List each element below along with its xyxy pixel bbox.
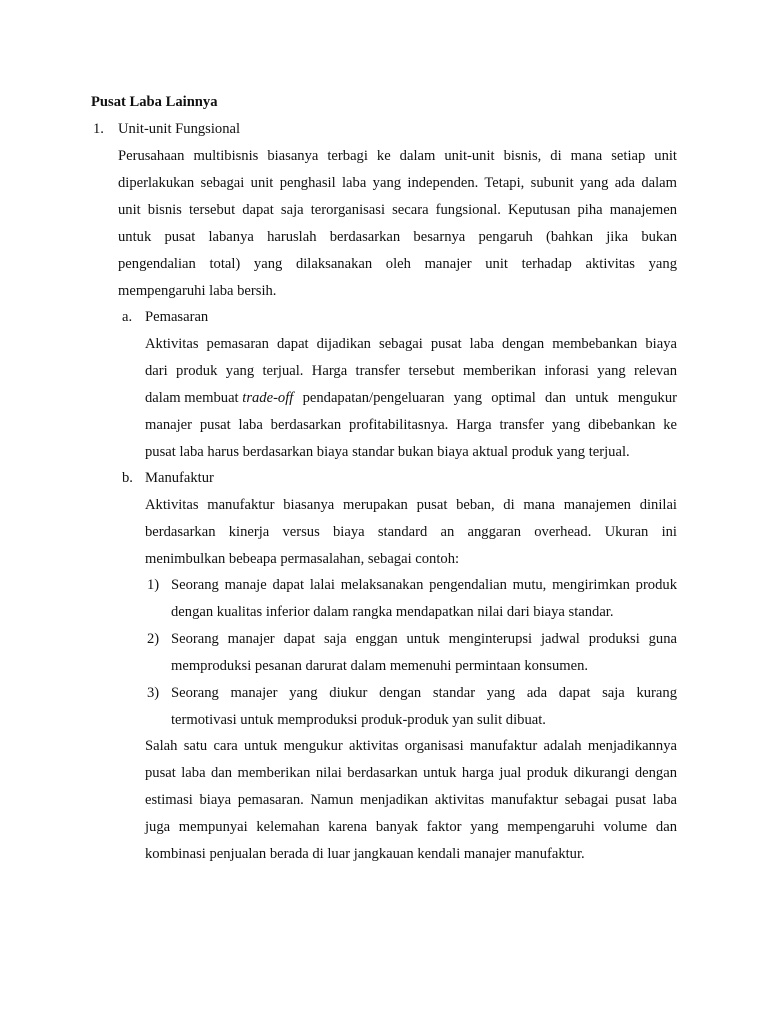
paragraph-line: Salah satu cara untuk mengukur aktivitas organisasi manufaktur adalah menjadikannya bbox=[145, 738, 677, 754]
example-marker-1: 1) bbox=[147, 577, 160, 593]
text-run: pendapatan/pengeluaran yang optimal dan untuk mengukur bbox=[293, 390, 677, 406]
paragraph-line: juga mempunyai kelemahan karena banyak faktor yang mempengaruhi volume dan bbox=[145, 819, 677, 835]
paragraph-line: Perusahaan multibisnis biasanya terbagi ke dalam unit-unit bisnis, di mana setiap unit bbox=[118, 148, 677, 164]
section-number: 1. bbox=[93, 121, 104, 137]
italic-term: trade-off bbox=[242, 390, 294, 406]
example-marker-2: 2) bbox=[147, 631, 160, 647]
paragraph-line: pusat laba harus berdasarkan biaya standar bukan biaya aktual produk yang terjual. bbox=[145, 444, 630, 460]
paragraph-line: termotivasi untuk memproduksi produk-produk yan sulit dibuat. bbox=[171, 712, 546, 728]
paragraph-line: Seorang manaje dapat lalai melaksanakan pengendalian mutu, mengirimkan produk bbox=[171, 577, 677, 593]
section-heading: Unit-unit Fungsional bbox=[118, 121, 241, 137]
subsection-marker-b: b. bbox=[122, 470, 133, 486]
subsection-marker-a: a. bbox=[122, 309, 133, 325]
paragraph-line: Seorang manajer yang diukur dengan standar yang ada dapat saja kurang bbox=[171, 685, 677, 701]
paragraph-line: dengan kualitas inferior dalam rangka mendapatkan nilai dari biaya standar. bbox=[171, 604, 614, 620]
paragraph-line: pengendalian total) yang dilaksanakan oleh manajer unit terhadap aktivitas yang bbox=[118, 256, 677, 272]
paragraph-line bbox=[145, 389, 677, 407]
paragraph-line: Seorang manajer dapat saja enggan untuk menginterupsi jadwal produksi guna bbox=[171, 631, 677, 647]
paragraph-line: Aktivitas manufaktur biasanya merupakan pusat beban, di mana manajemen dinilai bbox=[145, 497, 677, 513]
paragraph-line: kombinasi penjualan berada di luar jangkauan kendali manajer manufaktur. bbox=[145, 846, 585, 862]
paragraph-line: dari produk yang terjual. Harga transfer tersebut memberikan inforasi yang relevan bbox=[145, 363, 677, 379]
paragraph-line: estimasi biaya pemasaran. Namun menjadikan aktivitas manufaktur sebagai pusat laba bbox=[145, 792, 677, 808]
paragraph-line: untuk pusat labanya haruslah berdasarkan besarnya pengaruh (bahkan jika bukan bbox=[118, 229, 677, 245]
paragraph-line: pusat laba dan memberikan nilai berdasarkan untuk harga jual produk dikurangi dengan bbox=[145, 765, 677, 781]
paragraph-line: menimbulkan bebeapa permasalahan, sebagai contoh: bbox=[145, 551, 460, 567]
paragraph-line: mempengaruhi laba bersih. bbox=[118, 283, 277, 299]
paragraph-line: unit bisnis tersebut dapat saja terorganisasi secara fungsional. Keputusan piha manajemen bbox=[118, 202, 677, 218]
example-marker-3: 3) bbox=[147, 685, 160, 701]
subsection-heading-a: Pemasaran bbox=[145, 309, 209, 325]
paragraph-line: Aktivitas pemasaran dapat dijadikan sebagai pusat laba dengan membebankan biaya bbox=[145, 336, 677, 352]
paragraph-line: memproduksi pesanan darurat dalam memenuhi permintaan konsumen. bbox=[171, 658, 589, 674]
document-title: Pusat Laba Lainnya bbox=[91, 94, 218, 110]
paragraph-line: manajer pusat laba berdasarkan profitabilitasnya. Harga transfer yang dibebankan ke bbox=[145, 417, 677, 433]
paragraph-line: berdasarkan kinerja versus biaya standard an anggaran overhead. Ukuran ini bbox=[145, 524, 677, 540]
text-run: dalam membuat bbox=[145, 390, 243, 406]
paragraph-line: diperlakukan sebagai unit penghasil laba yang independen. Tetapi, subunit yang ada dalam bbox=[118, 175, 677, 191]
subsection-heading-b: Manufaktur bbox=[145, 470, 214, 486]
